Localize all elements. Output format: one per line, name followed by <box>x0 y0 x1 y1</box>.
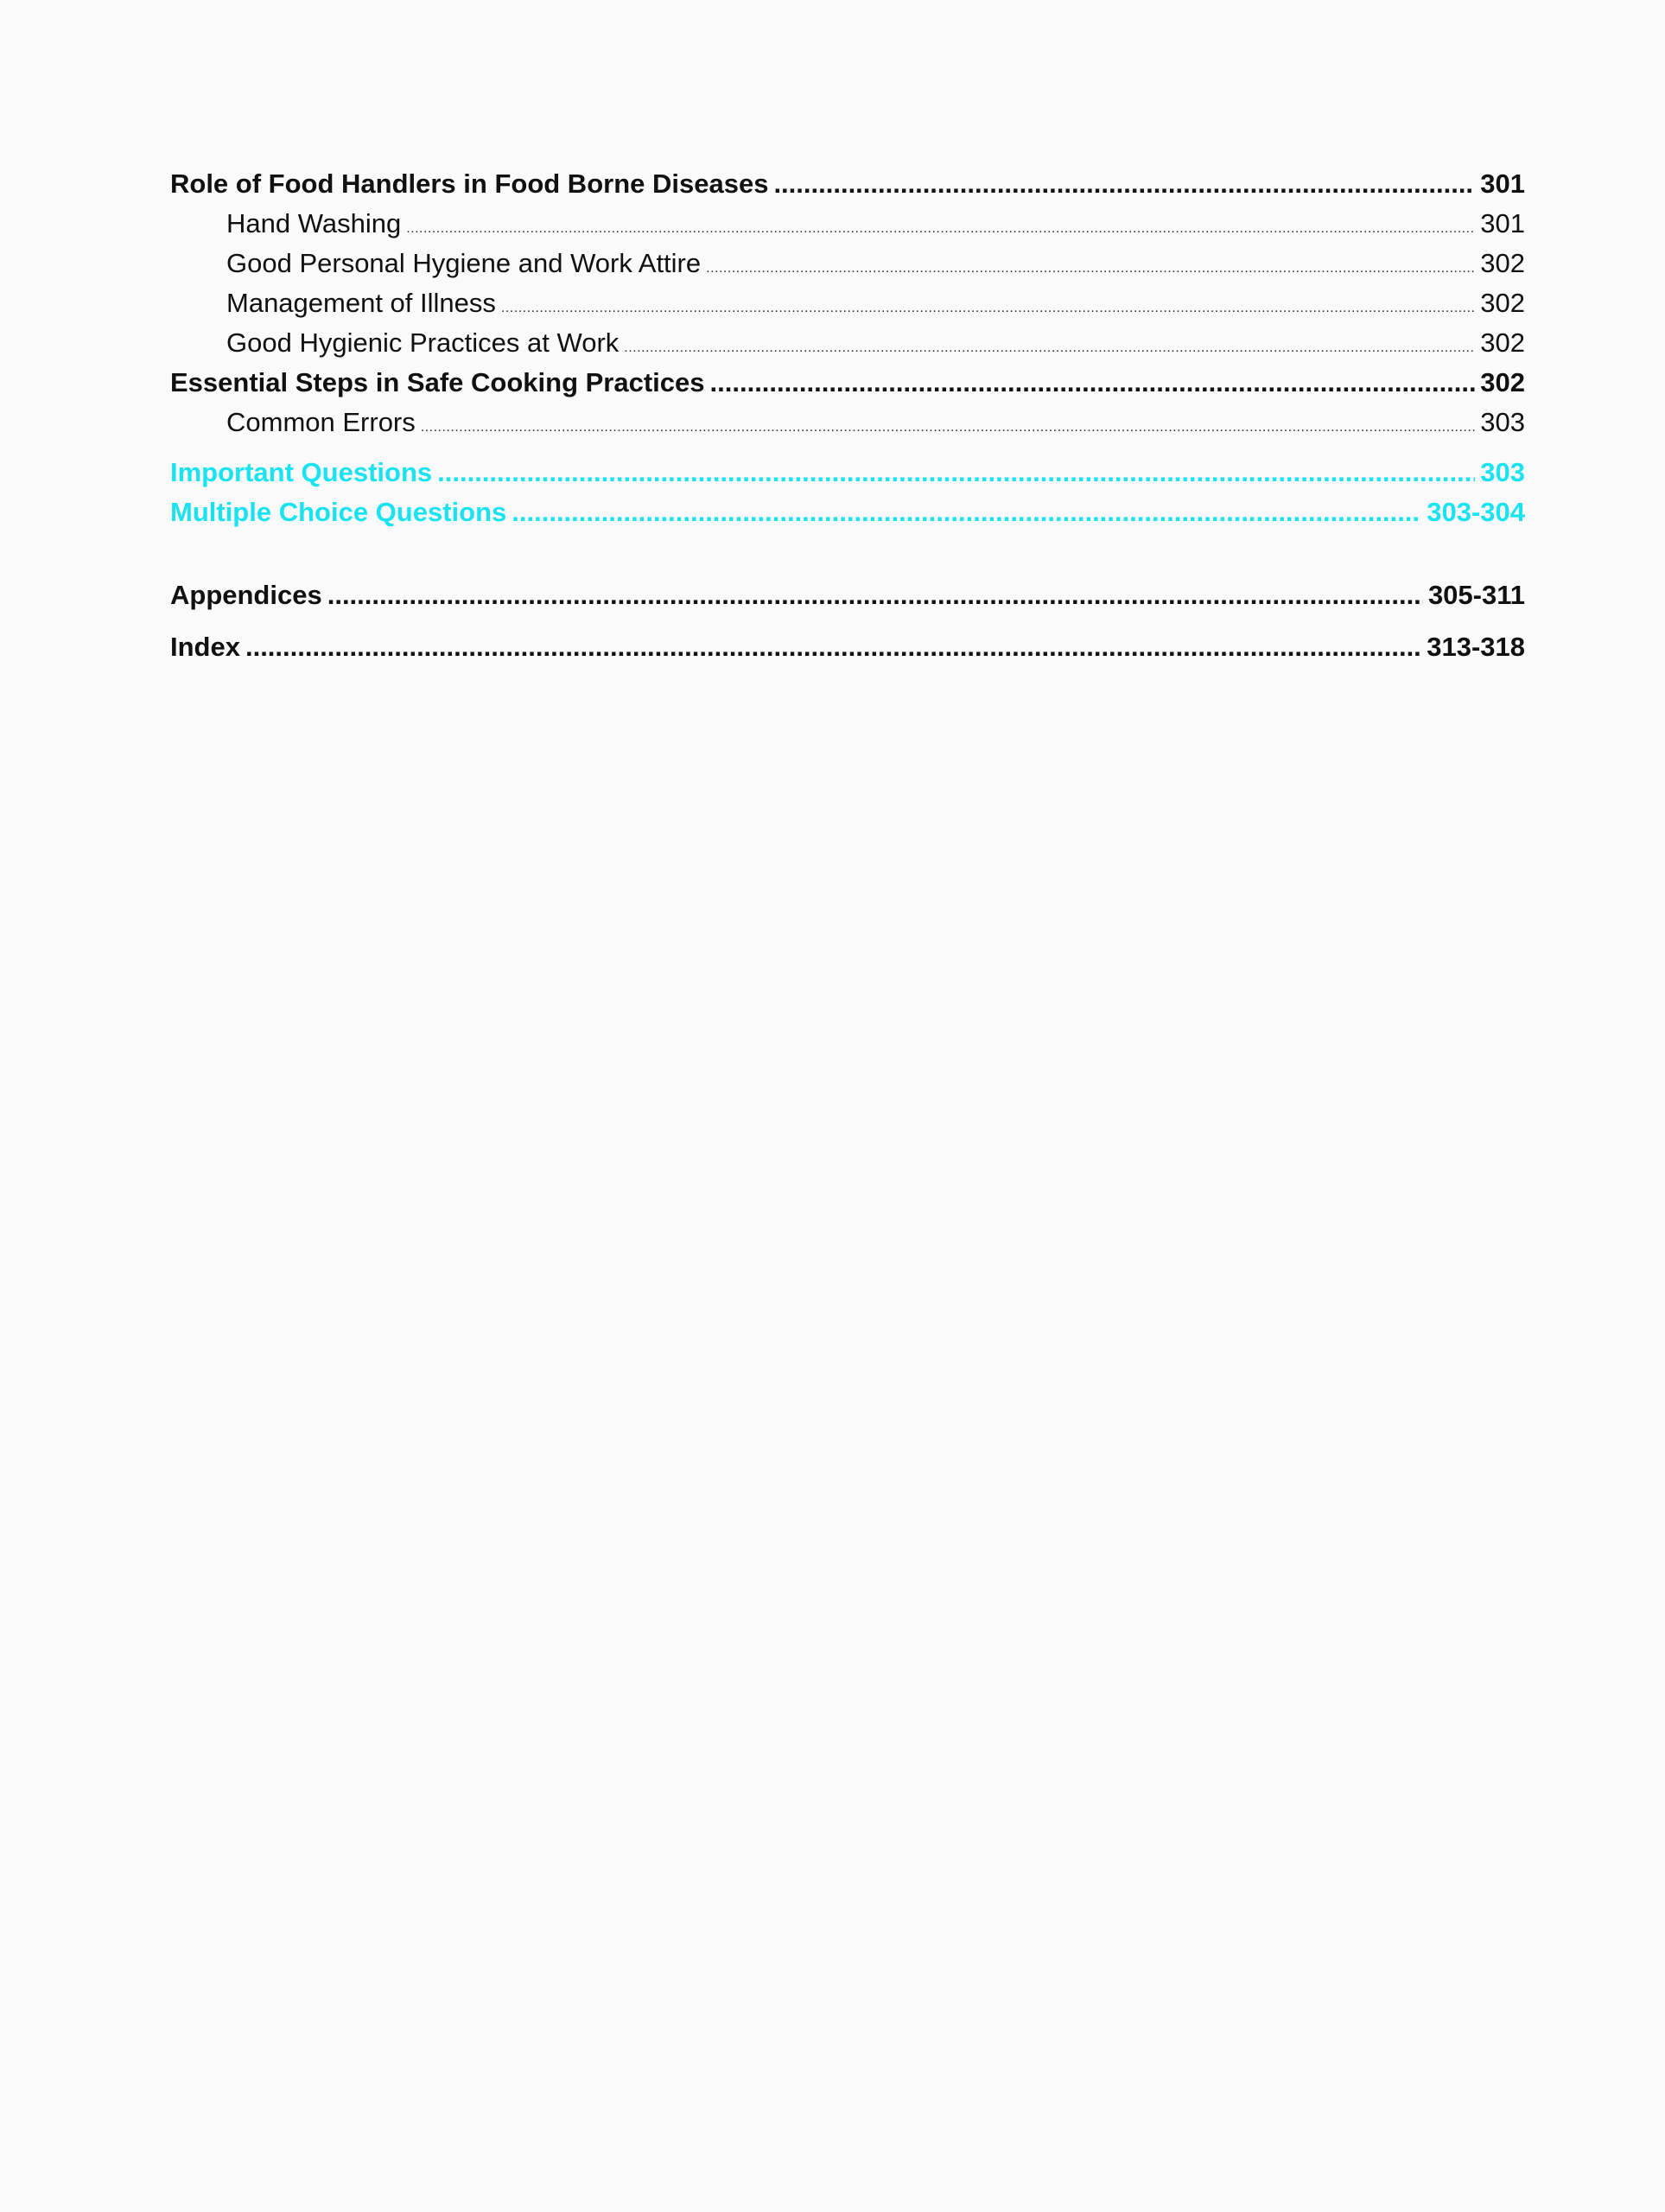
toc-entry-management-of-illness[interactable] <box>170 283 1525 323</box>
toc-entry-hand-washing[interactable] <box>170 204 1525 244</box>
toc-entry-page: 302 <box>1480 248 1525 278</box>
dot-leader <box>437 453 1475 493</box>
toc-entry-page: 303 <box>1480 457 1525 487</box>
dot-leader <box>501 289 1475 328</box>
toc-entry-page: 303 <box>1480 407 1525 437</box>
spacer <box>170 532 1525 575</box>
toc-entry-title: Hand Washing <box>226 208 402 238</box>
toc-entry-page: 305-311 <box>1427 580 1525 610</box>
toc-entry-title: Management of Illness <box>226 288 496 318</box>
dot-leader <box>245 627 1421 667</box>
toc-entry-appendices[interactable] <box>170 575 1525 615</box>
toc-entry-page: 303-304 <box>1427 497 1525 527</box>
table-of-contents <box>170 164 1525 667</box>
toc-entry-personal-hygiene[interactable] <box>170 244 1525 283</box>
dot-leader <box>710 363 1476 403</box>
spacer <box>170 615 1525 627</box>
toc-entry-title: Good Hygienic Practices at Work <box>226 327 620 358</box>
toc-entry-page: 302 <box>1480 288 1525 318</box>
toc-entry-page: 301 <box>1480 208 1525 238</box>
toc-entry-title: Index <box>170 632 240 662</box>
toc-entry-role-of-food-handlers[interactable] <box>170 164 1525 204</box>
toc-entry-page: 302 <box>1480 327 1525 358</box>
toc-entry-index[interactable] <box>170 627 1525 667</box>
toc-entry-safe-cooking[interactable] <box>170 363 1525 403</box>
toc-entry-page: 313-318 <box>1427 632 1525 662</box>
toc-entry-hygienic-practices[interactable] <box>170 323 1525 363</box>
toc-entry-title: Important Questions <box>170 457 433 487</box>
dot-leader <box>421 408 1476 448</box>
toc-entry-title: Role of Food Handlers in Food Borne Diseases <box>170 168 769 199</box>
toc-entry-important-questions[interactable] <box>170 453 1525 493</box>
toc-entry-title: Common Errors <box>226 407 416 437</box>
dot-leader <box>512 493 1421 532</box>
toc-entry-title: Essential Steps in Safe Cooking Practices <box>170 367 705 397</box>
dot-leader <box>327 575 1423 615</box>
dot-leader <box>706 249 1475 289</box>
toc-entry-page: 302 <box>1480 367 1525 397</box>
toc-entry-common-errors[interactable] <box>170 403 1525 442</box>
toc-entry-page: 301 <box>1480 168 1525 199</box>
toc-entry-title: Appendices <box>170 580 322 610</box>
toc-entry-multiple-choice-questions[interactable] <box>170 493 1525 532</box>
dot-leader <box>773 164 1475 204</box>
toc-entry-title: Good Personal Hygiene and Work Attire <box>226 248 702 278</box>
toc-entry-title: Multiple Choice Questions <box>170 497 507 527</box>
